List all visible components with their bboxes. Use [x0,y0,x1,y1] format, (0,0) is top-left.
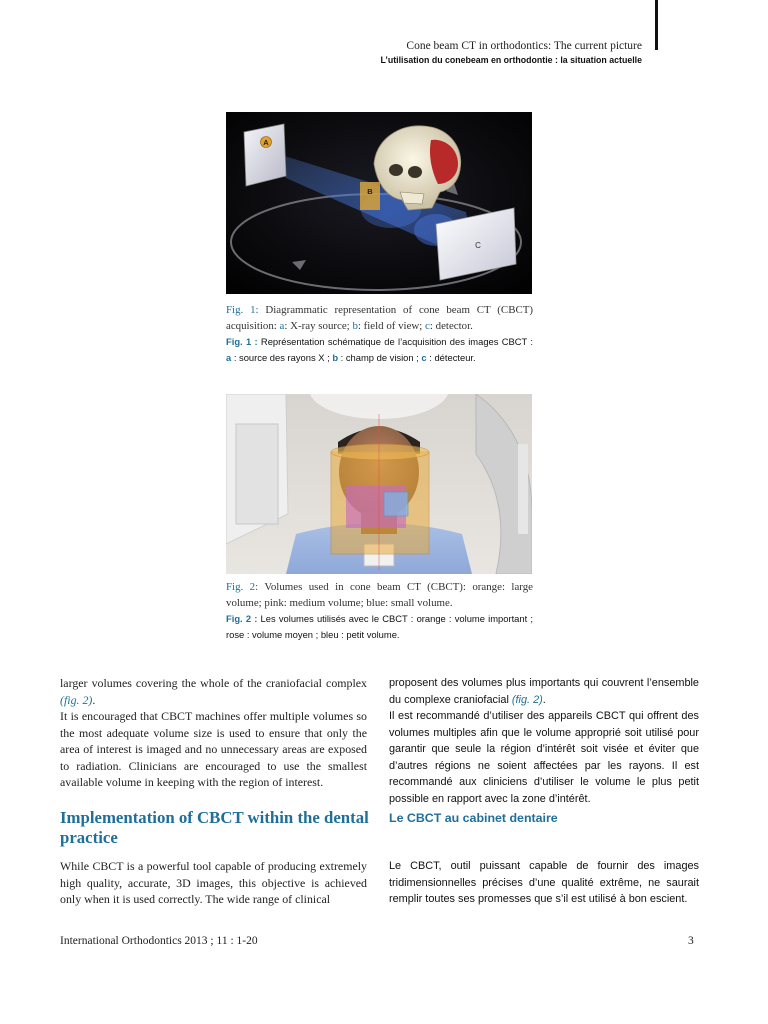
figure-2-reference[interactable]: (fig. 2) [511,693,543,706]
section-heading-english: Implementation of CBCT within the dental practice [60,808,369,847]
caption-text: Diagrammatic representation of cone beam CT (CBCT) acquisition: [226,304,533,332]
english-paragraph: While CBCT is a powerful tool capable of producing extremely high quality, accurate, 3D images, this objective is achieved only when it is used correctly. The wide range of clinical [60,859,367,906]
caption-label: Fig. 2: [226,581,259,593]
footer-journal-citation: International Orthodontics 2013 ; 11 : 1-20 [60,935,258,947]
caption-label: Fig. 1 : [226,336,258,347]
caption-text: : détecteur. [426,352,476,363]
header-rule [655,0,658,50]
french-body-bottom [389,858,699,908]
figure-2-reference[interactable]: (fig. 2) [60,692,93,707]
french-body-top [389,675,699,807]
caption-key: b [352,320,358,332]
figure-2-caption [226,579,533,643]
english-paragraph: larger volumes covering the whole of the craniofacial complex (fig. 2). [60,676,367,707]
caption-text: Représentation schématique de l’acquisition des images CBCT : [257,336,533,347]
volume-small-blue [384,492,408,516]
caption-text: : field of view; [357,320,426,332]
caption-key: b [332,352,339,363]
figure-1-caption-french [226,334,533,366]
caption-label: Fig. 1: [226,304,259,316]
caption-text: Les volumes utilisés avec le CBCT : orange : volume important ; rose : volume moyen ; bleu : petit volume. [226,613,533,640]
french-paragraph: proposent des volumes plus importants qui couvrent l’ensemble du complexe craniofacial (fig. 2). [389,677,699,706]
caption-text: : source des rayons X ; [231,352,333,363]
label-c: C [475,241,481,250]
label-a: A [263,138,269,147]
french-paragraph: Le CBCT, outil puissant capable de fournir des images tridimensionnelles précises d’une qualité extrême, ne saurait remplir toutes ses promesses que s’il est utilisé à bon escient. [389,860,699,905]
label-b: B [367,187,373,196]
figure-1-caption [226,302,533,366]
english-body-top [60,675,367,791]
figure-2-caption-french [226,611,533,643]
english-paragraph: It is encouraged that CBCT machines offer multiple volumes so the most adequate volume size is used to ensure that only the area of interest is imaged and no unnecessary areas are exposed to radiation. Clinicians are encouraged to use the smallest available volume in keeping with the region of interest. [60,709,367,789]
figure-2-volumes-photo [226,394,532,574]
caption-key: a [279,320,285,332]
caption-key: c [421,352,427,363]
page-number: 3 [688,935,694,947]
section-heading-french: Le CBCT au cabinet dentaire [389,811,558,825]
caption-text: : detector. [429,320,473,332]
caption-key: a [226,352,232,363]
caption-text: : X-ray source; [284,320,353,332]
french-paragraph: Il est recommandé d’utiliser des appareils CBCT qui offrent des volumes multiples afin que le volume approprié soit utilisé pour garantir que seule la région d’intérêt soit visée et éviter que d’autres régions ne soient affectées par les rayons. Il est recommandé aux cliniciens d’utiliser le volume le plus petit possible en rapport avec la zone d’intérêt. [389,710,699,805]
caption-key: c [425,320,430,332]
running-header-english: Cone beam CT in orthodontics: The current picture [406,40,642,52]
caption-text: Volumes used in cone beam CT (CBCT): orange: large volume; pink: medium volume; blue: small volume. [226,581,533,609]
x-ray-source-panel [244,124,286,186]
figure-1-caption-english [226,302,533,334]
caption-text: : champ de vision ; [338,352,422,363]
caption-label: Fig. 2 : [226,613,258,624]
figure-1-cbct-diagram [226,112,532,294]
running-header-french: L’utilisation du conebeam en orthodontie : la situation actuelle [380,55,642,65]
english-body-bottom [60,858,367,908]
figure-2-caption-english [226,579,533,611]
scanner-panel [236,424,278,524]
